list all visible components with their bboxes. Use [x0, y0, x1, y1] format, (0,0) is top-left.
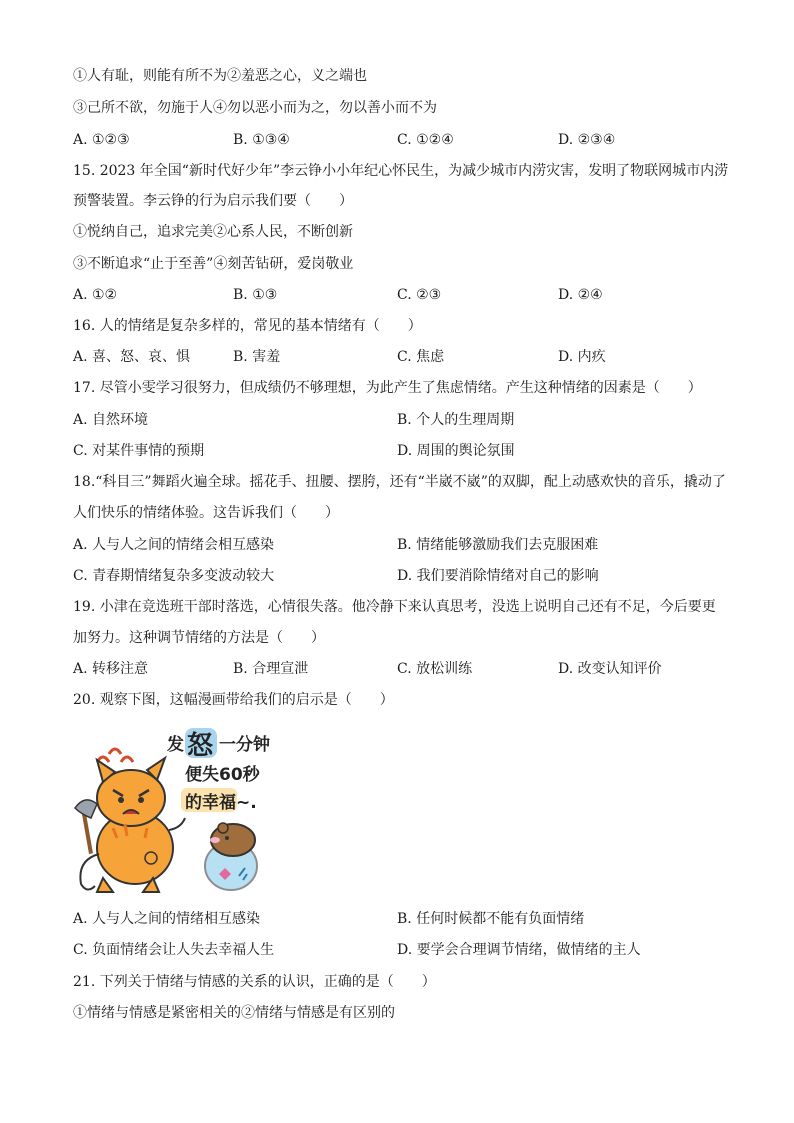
axe-icon [75, 800, 97, 854]
q19-stem-cont: 加努力。这种调节情绪的方法是（ ） [73, 630, 325, 646]
q15-option-c[interactable]: C. ②③ [397, 287, 442, 303]
q17-option-a[interactable]: A. 自然环境 [73, 412, 149, 428]
q14-option-c[interactable]: C. ①②④ [397, 132, 454, 148]
anger-cartoon-image [73, 724, 285, 900]
cartoon-caption-yifenzhong: 一分钟 [219, 735, 270, 755]
q19-option-c[interactable]: C. 放松训练 [397, 661, 473, 677]
q17-option-b[interactable]: B. 个人的生理周期 [397, 412, 515, 428]
cartoon-caption-fa: 发 [167, 735, 184, 755]
q15-statement-1: ①悦纳自己，追求完美②心系人民，不断创新 [73, 224, 353, 240]
q15-option-b[interactable]: B. ①③ [233, 287, 278, 303]
q19-option-b[interactable]: B. 合理宣泄 [233, 661, 309, 677]
q17-option-d[interactable]: D. 周围的舆论氛围 [397, 443, 515, 459]
q20-option-b[interactable]: B. 任何时候都不能有负面情绪 [397, 911, 585, 927]
q15-option-d[interactable]: D. ②④ [558, 287, 603, 303]
q17-stem: 17. 尽管小雯学习很努力，但成绩仍不够理想，为此产生了焦虑情绪。产生这种情绪的因素是（ ） [73, 380, 702, 396]
q14-statement-1: ①人有耻，则能有所不为②羞恶之心，义之端也 [73, 68, 367, 84]
q15-stem-cont: 预警装置。李云铮的行为启示我们要（ ） [73, 193, 353, 209]
q15-stem: 15. 2023 年全国“新时代好少年”李云铮小小年纪心怀民生，为减少城市内涝灾害，发明了物联网城市内涝 [73, 163, 729, 179]
q18-option-b[interactable]: B. 情绪能够激励我们去克服困难 [397, 537, 599, 553]
q18-option-c[interactable]: C. 青春期情绪复杂多变波动较大 [73, 568, 275, 584]
q19-stem: 19. 小津在竞选班干部时落选，心情很失落。他冷静下来认真思考，没选上说明自己还有不足，今后要更 [73, 599, 716, 615]
q20-stem: 20. 观察下图，这幅漫画带给我们的启示是（ ） [73, 692, 394, 708]
q21-statement-1: ①情绪与情感是紧密相关的②情绪与情感是有区别的 [73, 1005, 395, 1021]
q20-option-a[interactable]: A. 人与人之间的情绪相互感染 [73, 911, 261, 927]
q16-option-d[interactable]: D. 内疚 [558, 349, 606, 365]
q18-option-a[interactable]: A. 人与人之间的情绪会相互感染 [73, 537, 275, 553]
q16-option-b[interactable]: B. 害羞 [233, 349, 281, 365]
q17-option-c[interactable]: C. 对某件事情的预期 [73, 443, 205, 459]
q15-statement-2: ③不断追求“止于至善”④刻苦钻研，爱岗敬业 [73, 256, 354, 272]
q14-option-d[interactable]: D. ②③④ [558, 132, 616, 148]
angry-cat-illustration [80, 758, 185, 892]
q21-stem: 21. 下列关于情绪与情感的关系的认识，正确的是（ ） [73, 974, 436, 990]
q16-option-c[interactable]: C. 焦虑 [397, 349, 445, 365]
q16-option-a[interactable]: A. 喜、怒、哀、惧 [73, 349, 191, 365]
q19-option-a[interactable]: A. 转移注意 [73, 661, 149, 677]
q20-option-c[interactable]: C. 负面情绪会让人失去幸福人生 [73, 942, 275, 958]
q14-option-a[interactable]: A. ①②③ [73, 132, 130, 148]
q15-option-a[interactable]: A. ①② [73, 287, 118, 303]
q18-stem: 18.“科目三”舞蹈火遍全球。摇花手、扭腰、摆胯，还有“半崴不崴”的双脚，配上动感欢快的音乐，撬动了 [73, 474, 726, 490]
q18-option-d[interactable]: D. 我们要消除情绪对自己的影响 [397, 568, 599, 584]
q14-option-b[interactable]: B. ①③④ [233, 132, 290, 148]
q18-stem-cont: 人们快乐的情绪体验。这告诉我们（ ） [73, 505, 339, 521]
anger-marks-icon [97, 749, 133, 762]
q16-stem: 16. 人的情绪是复杂多样的，常见的基本情绪有（ ） [73, 318, 422, 334]
cartoon-caption-line3: 的幸福~. [185, 793, 257, 813]
cartoon-caption-nu: 怒 [187, 731, 214, 761]
hamster-in-bowl-illustration [205, 823, 257, 890]
q20-option-d[interactable]: D. 要学会合理调节情绪，做情绪的主人 [397, 942, 641, 958]
cartoon-caption-line2: 便失60秒 [185, 765, 260, 785]
q14-statement-2: ③己所不欲，勿施于人④勿以恶小而为之，勿以善小而不为 [73, 100, 437, 116]
q19-option-d[interactable]: D. 改变认知评价 [558, 661, 662, 677]
